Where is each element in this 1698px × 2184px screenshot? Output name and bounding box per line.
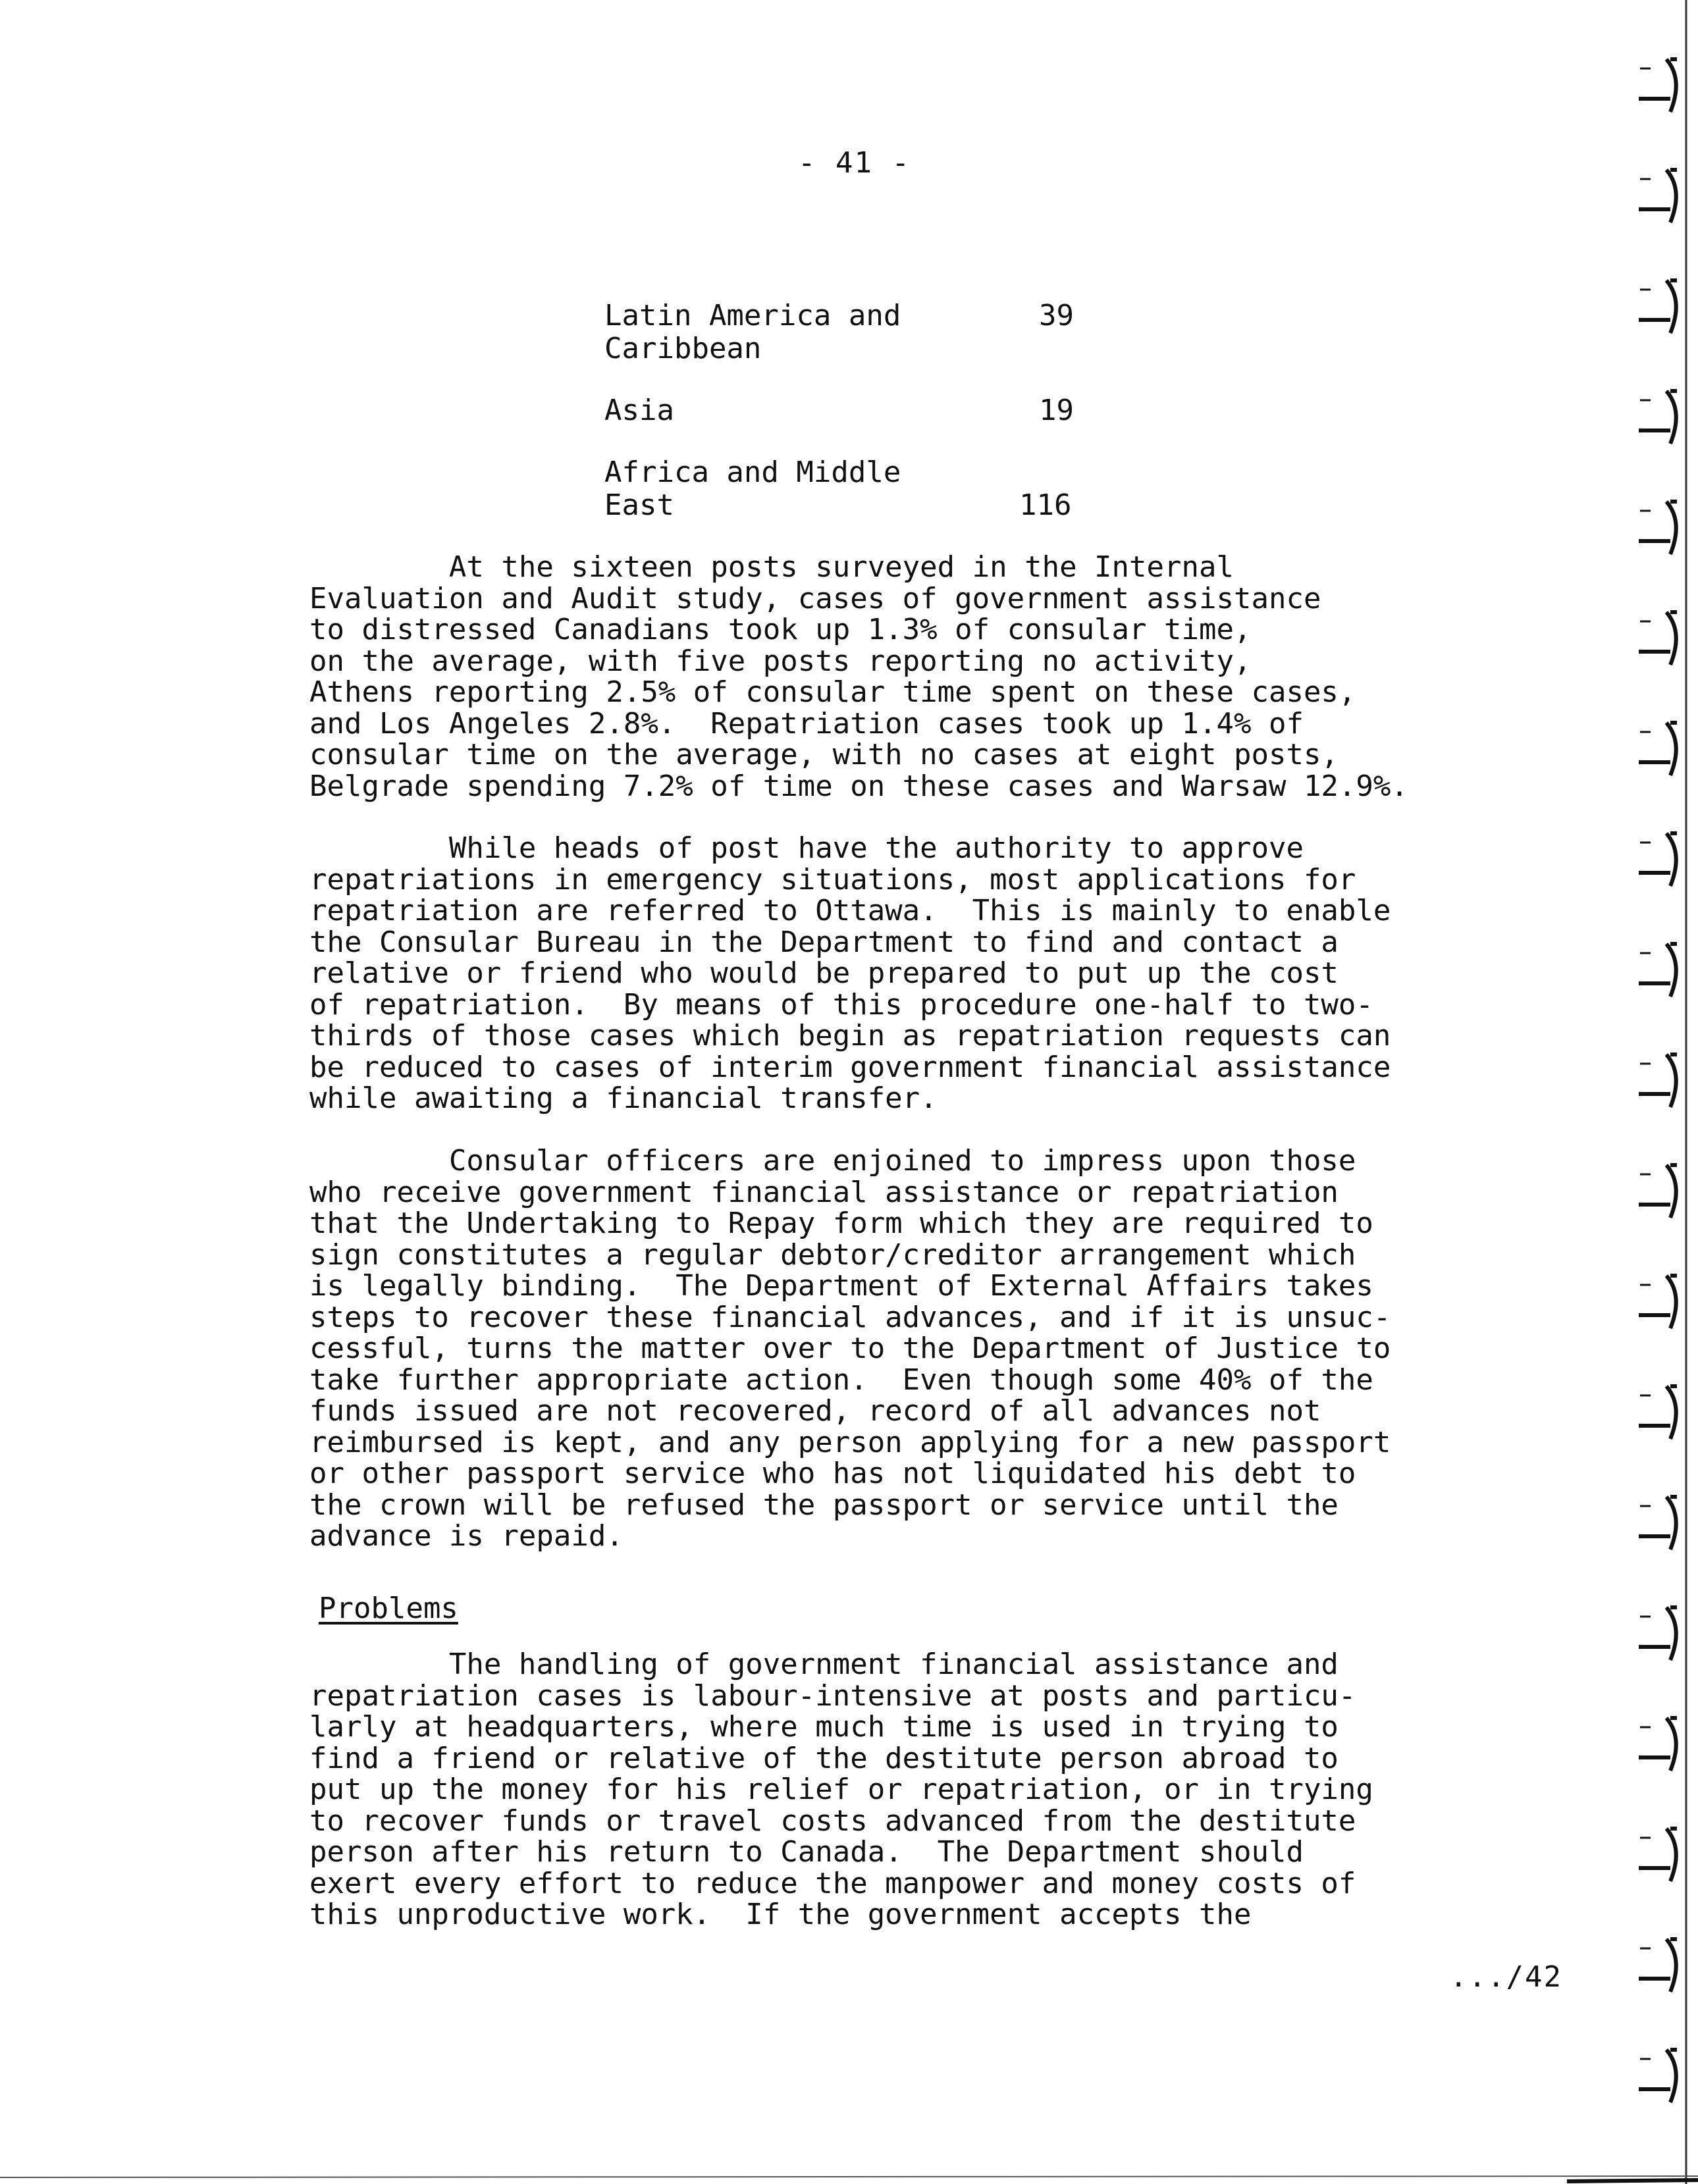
binding-coil [1639, 1718, 1677, 1771]
binding-coil [1639, 612, 1677, 665]
binding-coil [1639, 1829, 1677, 1881]
paragraph-repatriation-approval: While heads of post have the authority to approve repatriations in emergency situations, most applications for repatriation are referred to Ottawa. This is mainly to enable the Consular Bureau in the Department to find and contact a relative or friend who would be prepared to put up the cost of repatriation. By means of this procedure one-half to two- thirds of those cases which begin as repatriation requests can be reduced to cases of interim government financial assistance while awaiting a financial transfer. [309, 831, 1391, 1115]
binding-coil [1639, 2050, 1677, 2102]
region-case-table [604, 299, 1118, 522]
spiral-binding [1593, 0, 1698, 2184]
section-heading-problems: Problems [319, 1592, 458, 1625]
binding-coil [1639, 170, 1677, 222]
binding-coil [1639, 1054, 1677, 1107]
region-row-asia [604, 394, 1118, 427]
region-name: Latin America and Caribbean [604, 299, 901, 365]
region-count: 39 [1039, 299, 1074, 332]
page-number: - 41 - [798, 146, 911, 180]
binding-coil [1639, 1607, 1677, 1660]
binding-coil [1639, 1939, 1677, 1992]
region-row-africa-middle-east [604, 456, 1118, 522]
paragraph-consular-time: At the sixteen posts surveyed in the Internal Evaluation and Audit study, cases of government assistance to distressed Canadians took up 1.3% of consular time, on the average, with five posts reporting no activity, Athens reporting 2.5% of consular time spent on these cases, and Los Angeles 2.8%. Repatriation cases took up 1.4% of consular time on the average, with no cases at eight posts, Belgrade spending 7.2% of time on these cases and Warsaw 12.9%. [309, 550, 1408, 803]
region-row-latin-america [604, 299, 1118, 365]
binding-coil [1639, 1497, 1677, 1549]
scan-edge [0, 2158, 1698, 2184]
continuation-marker: .../42 [1450, 1960, 1562, 1994]
binding-coil [1639, 833, 1677, 886]
binding-coil [1639, 1165, 1677, 1218]
paragraph-undertaking-to-repay: Consular officers are enjoined to impress upon those who receive government financial assistance or repatriation that the Undertaking to Repay form which they are required to sign constitutes a regular debtor/creditor arrangement which is legally binding. The Department of External Affairs takes steps to recover these financial advances, and if it is unsuc- cessful, turns the matter over to the Department of Justice to take further appropriate action. Even though some 40% of the funds issued are not recovered, record of all advances not reimbursed is kept, and any person applying for a new passport or other passport service who has not liquidated his debt to the crown will be refused the passport or service until the advance is repaid. [309, 1144, 1391, 1553]
binding-coil [1639, 944, 1677, 997]
binding-coil [1639, 280, 1677, 333]
binding-coil [1639, 391, 1677, 444]
region-count: 19 [1039, 394, 1074, 427]
binding-coil [1639, 502, 1677, 554]
binding-coil [1639, 723, 1677, 775]
region-count: 116 [1019, 488, 1072, 522]
region-name: Africa and Middle East [604, 455, 901, 522]
binding-coil [1639, 1276, 1677, 1328]
binding-coil [1639, 59, 1677, 112]
paragraph-problems: The handling of government financial assistance and repatriation cases is labour-intensive at posts and particu- larly at headquarters, where much time is used in trying to find a friend or relative of the destitute person abroad to put up the money for his relief or repatriation, or in trying to recover funds or travel costs advanced from the destitute person after his return to Canada. The Department should exert every effort to reduce the manpower and money costs of this unproductive work. If the government accepts the [309, 1648, 1373, 1931]
binding-coil [1639, 1386, 1677, 1439]
region-name: Asia [604, 394, 674, 427]
